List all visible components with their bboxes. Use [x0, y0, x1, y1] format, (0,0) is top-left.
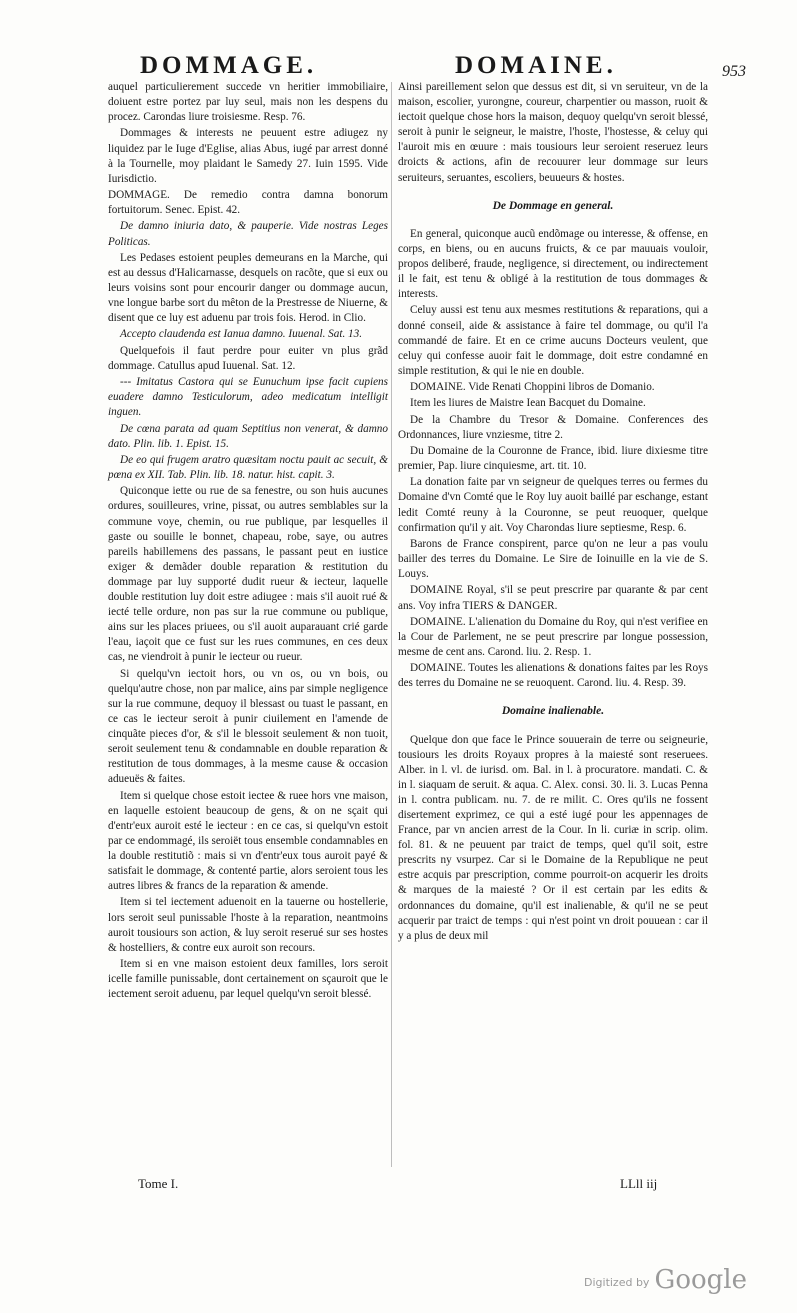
footer-signature: LLll iij: [620, 1176, 658, 1191]
running-head-right: DOMAINE.: [455, 52, 617, 79]
left-paragraph: Accepto claudenda est Ianua damno. Iuuenal. Sat. 13.: [120, 328, 363, 341]
sec1-paragraph: DOMAINE. L'alienation du Domaine du Roy, qui n'est verifiee en la Cour de Parlement, ne se peut prescrire par longue possession, mesme de cent ans. Carond. liu. 2. Resp. 1.: [398, 615, 708, 658]
google-logo: Google: [654, 1265, 747, 1295]
sec1-paragraph: DOMAINE. Toutes les alienations & donations faites par les Roys des terres du Domaine ne se reuoquent. Carond. liu. 4. Resp. 39.: [398, 662, 708, 690]
left-paragraph: De damno iniuria dato, & pauperie. Vide nostras Leges Politicas.: [108, 220, 388, 248]
sec1-paragraph: Item les liures de Maistre Iean Bacquet du Domaine.: [410, 397, 646, 410]
digitized-watermark: [584, 1265, 747, 1295]
left-paragraph: De cœna parata ad quam Septitius non venerat, & damno dato. Plin. lib. 1. Epist. 15.: [108, 422, 388, 450]
left-paragraph: Quelquefois il faut perdre pour euiter vn plus grãd dommage. Catullus apud Iuuenal. Sat. 12.: [108, 344, 388, 372]
sec1-paragraph: DOMAINE. Vide Renati Choppini libros de Domanio.: [410, 381, 655, 394]
sec1-paragraph: Barons de France conspirent, parce qu'on ne leur a pas voulu bailler des terres du Domaine. Le Sire de Ioinuille en la vie de S. Louys.: [398, 537, 708, 581]
left-paragraph: Les Pedases estoient peuples demeurans en la Marche, qui est au dessus d'Halicarnasse, desquels on racõte, que si eux ou leurs voisins sont pour encourir danger ou dommage aucun, vne longue barbe sort du mêton de la Prestresse de Niuerne, & disent que ce luy est aduenu par trois fois. Herod. in Clio.: [108, 251, 388, 325]
running-head-left: DOMMAGE.: [140, 52, 318, 79]
sec1-paragraph: La donation faite par vn seigneur de quelques terres ou fermes du Domaine d'vn Comté que le Roy luy auoit baillé par eschange, estant ledit Comté reuny à la Couronne, se peut reuoquer, quelque confirmation qu'il y ait. Voy Charondas liure septiesme, Resp. 6.: [398, 476, 708, 534]
left-paragraph: DOMMAGE. De remedio contra damna bonorum fortuitorum. Senec. Epist. 42.: [108, 189, 388, 217]
column-divider: [391, 82, 392, 1167]
left-paragraph: Item si en vne maison estoient deux familles, lors seroit icelle famille punissable, dont certainement on sçauroit que le iectement seroit aduenu, par lequel quelqu'vn seroit blessé.: [108, 957, 388, 1001]
watermark-prefix: Digitized by: [584, 1276, 650, 1289]
left-paragraph: Si quelqu'vn iectoit hors, ou vn os, ou vn bois, ou quelqu'autre chose, non par malice, ains par simple negligence sur la rue commune, dequoy il blessast ou tuast le passant, en ce cas le iecteur seroit à punir ciuilement en l'amende de cinquãte pieces d'or, & s'il le blessoit seulement & non tuoit, seroit seulement tenu & condamnable en double reparation & restitution de tous dommages, à la mesme cause & occasion adueuës & faites.: [108, 667, 388, 786]
sec1-paragraph: DOMAINE Royal, s'il se peut prescrire par quarante & par cent ans. Voy infra TIERS & DANGER.: [398, 584, 708, 612]
left-paragraph: Item si quelque chose estoit iectee & ruee hors vne maison, en laquelle estoient beaucoup de gens, & on ne sçait qui d'entr'eux auroit esté le iecteur : en ce cas, si quelqu'vn estoit par ce endommagé, ils seroiët tous ensemble condamnables en la double restitutiõ : mais si vn d'entr'eux tous auroit payé & satisfait le dommage, & contenté partie, alors seroient tous les autres libres & francs de la reparation & amende.: [108, 789, 388, 893]
sec2-paragraph: Quelque don que face le Prince souuerain de terre ou seigneurie, tousiours les droits Royaux propres à la maiesté sont reseruees. Alber. in l. vl. de iurisd. om. Bal. in l. à procuratore. mandati. C. & in l. siaquam de seruit. & aqua. C. Alex. consi. 30. li. 3. Lucas Penna in l. contra publicam. nu. 7. de re milit. C. Ores qu'ils ne fossent disertement exprimez, ce qui a esté iugé pour les appennages de France, par vn ancien arrest de la Cour. In li. curiæ in scrip. olim. fol. 81. & ne peuuent par traict de temps, quel qu'il soit, estre prescrits ny vsurpez. Car si le Domaine de la Republique ne peut estre acquis par prescription, comme pourroit-on acquerir les droits & marques de la maiesté ? Or il est certain par les edits & ordonnances du domaine, qu'il est inalienable, & qu'il ne se peut acquerir par traict de temps : qui n'est point vn droit pouuean : car il y a plus de deux mil: [398, 733, 708, 942]
left-paragraph: Dommages & interests ne peuuent estre adiugez ny liquidez par le Iuge d'Eglise, alias Abus, iugé par arrest donné à la Tournelle, moy plaidant le Samedy 27. Iuin 1595. Vide Iurisdictio.: [108, 127, 388, 185]
left-paragraph: De eo qui frugem aratro quæsitam noctu pauit ac secuit, & pœna ex XII. Tab. Plin. lib. 18. natur. hist. capit. 3.: [108, 453, 388, 482]
footer-tome: Tome I.: [138, 1176, 179, 1191]
section-heading-domaine: Domaine inalienable.: [501, 705, 605, 718]
section-domaine-inalienable: [398, 733, 708, 944]
sec1-paragraph: En general, quiconque aucũ endõmage ou interesse, & offense, en corps, en biens, ou en aucuns fruicts, & ce par mauuais vouloir, propos deliberé, fraude, negligence, si directement, ou indirectement il le fait, est tenu & obligé à la restitution de tous dommages & interests.: [398, 227, 708, 301]
sec1-paragraph: Celuy aussi est tenu aux mesmes restitutions & reparations, qui a donné conseil, aide & assistance à faire tel dommage, ou qu'il l'a commandé de faire. Et en ce crime aucuns Docteurs veulent, que celuy qui confesse auoir fait le dommage, doit estre condamné en simple restitution, & qui le nie en double.: [398, 304, 708, 377]
page-number: 953: [722, 63, 746, 80]
section-dommage-general: [398, 227, 708, 692]
left-paragraph: Quiconque iette ou rue de sa fenestre, ou son huis aucunes ordures, souilleures, vrine, pissat, ou autres semblables sur la commune voye, chemin, ou rue publique, par lesquelles il gaste ou souille le bonnet, chapeau, robe, saye, ou autres pareils habillemens des passans, le passant peut en iustice exiger & demãder double reparation & restitution du dommage par luy supporté dudit rueur & iecteur, laquelle double restitution luy doit estre adiugee : mais s'il auoit rué & iecté telle ordure, non pas sur la rue commune ou publique, ains sur les places priuees, ou s'il auoit auparauant crié garde l'eau, iaçoit que ce fust sur les rues communes, en ces deux cas, ne viendroit à punir le iecteur ou rueur.: [108, 485, 388, 664]
left-column: [108, 80, 388, 1003]
right-intro-paragraph: Ainsi pareillement selon que dessus est dit, si vn seruiteur, vn de la maison, escolier, yurongne, coureur, charpentier ou masson, ruoit & iectoit quelque chose hors la maison, dequoy quelqu'vn seroit blessé, seroit à punir le seigneur, le maistre, l'hoste, l'hostesse, & celuy qui l'auroit mis en œuure : mais tousiours leur seroient reseruez leurs droicts & actions, afin de recouurer leur dommage sur leurs seruiteurs, seruantes, escoliers, beuueurs & hostes.: [398, 81, 708, 184]
section-heading-dommage: De Dommage en general.: [492, 199, 614, 212]
sec1-paragraph: Du Domaine de la Couronne de France, ibid. liure dixiesme titre premier, Pap. liure cinquiesme, art. tit. 10.: [398, 445, 708, 473]
sec1-paragraph: De la Chambre du Tresor & Domaine. Conferences des Ordonnances, liure vnziesme, titre 2.: [398, 413, 708, 441]
left-paragraph: Item si tel iectement aduenoit en la tauerne ou hostellerie, lors seroit seul punissable l'hoste à la reparation, neantmoins auroit tousiours son action, & luy seroit reserué sur ses hostes & hostelliers, & contre eux auroit son recours.: [108, 896, 388, 954]
left-paragraph: auquel particulierement succede vn heritier immobiliaire, doiuent estre portez par luy seul, mais non les despens du procez. Carondas liure troisiesme. Resp. 76.: [108, 81, 388, 124]
right-column: [398, 80, 708, 945]
left-paragraph: --- Imitatus Castora qui se Eunuchum ipse facit cupiens euadere damno Testiculorum, adeo medicatum intelligit inguen.: [108, 376, 388, 419]
